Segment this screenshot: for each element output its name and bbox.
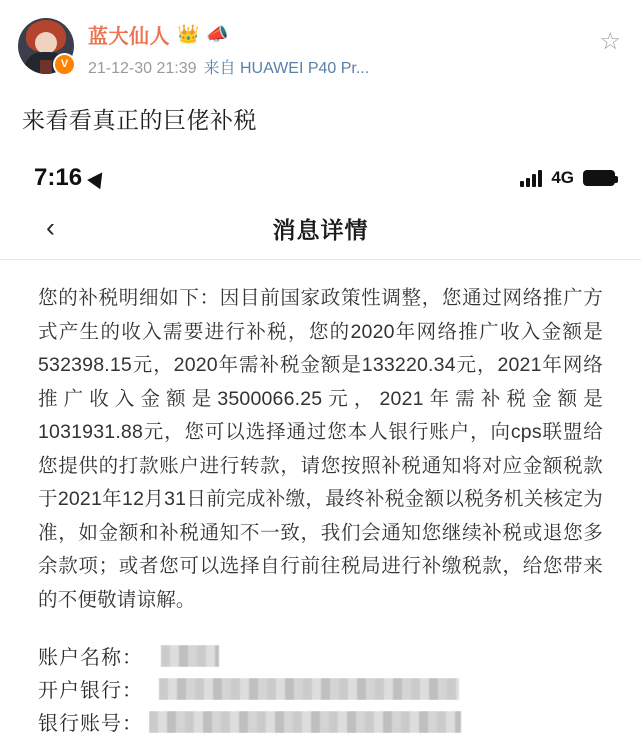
bank-account-label: 银行账号： bbox=[38, 713, 143, 736]
account-name-label: 账户名称： bbox=[38, 647, 143, 670]
name-row bbox=[88, 20, 369, 48]
post-timestamp: 21-12-30 21:39 bbox=[88, 60, 197, 77]
avatar-face bbox=[35, 32, 57, 54]
verified-badge-icon: V bbox=[53, 53, 76, 76]
bank-account-value bbox=[149, 711, 603, 733]
status-time: 7:16 bbox=[34, 164, 83, 191]
post-header bbox=[0, 0, 641, 78]
account-info-block bbox=[0, 639, 641, 738]
post-submeta bbox=[88, 55, 369, 78]
redaction-mosaic bbox=[149, 711, 461, 733]
battery-full-icon bbox=[583, 170, 615, 186]
avatar[interactable] bbox=[18, 18, 74, 74]
list-item bbox=[38, 639, 603, 672]
list-item bbox=[38, 672, 603, 705]
status-bar-right bbox=[520, 168, 615, 188]
megaphone-icon[interactable]: 📣 bbox=[206, 24, 229, 44]
list-item bbox=[38, 705, 603, 738]
favorite-star-icon[interactable]: ☆ bbox=[599, 28, 621, 55]
bank-name-value bbox=[149, 678, 603, 700]
post-meta bbox=[88, 18, 369, 78]
notice-body bbox=[0, 260, 641, 617]
back-icon[interactable]: ‹ bbox=[46, 212, 55, 243]
nav-bar bbox=[0, 197, 641, 260]
username[interactable]: 蓝大仙人 bbox=[88, 25, 170, 48]
account-name-value bbox=[149, 645, 603, 667]
bank-name-label: 开户银行： bbox=[38, 680, 143, 703]
page-title: 消息详情 bbox=[272, 216, 369, 243]
status-bar bbox=[0, 157, 641, 197]
embedded-screenshot bbox=[0, 157, 641, 738]
status-bar-left bbox=[34, 164, 106, 192]
location-arrow-icon bbox=[87, 167, 109, 188]
signal-bars-icon bbox=[520, 170, 542, 187]
redaction-mosaic bbox=[159, 678, 459, 700]
post-text: 来看看真正的巨佬补税 bbox=[22, 107, 257, 133]
avatar-collar bbox=[40, 60, 52, 74]
network-label: 4G bbox=[551, 168, 574, 187]
redaction-mosaic bbox=[161, 645, 219, 667]
notice-text: 您的补税明细如下：因目前国家政策性调整，您通过网络推广方式产生的收入需要进行补税，您的2020年网络推广收入金额是532398.15元，2020年需补税金额是133220.34元，2021年网络推广收入金额是3500066.25元，2021年需补税金额是1031931.88元，您可以选择通过您本人银行账户，向cps联盟给您提供的打款账户进行转款，请您按照补税通知将对应金额税款于2021年12月31日前完成补缴，最终补税金额以税务机关核定为准，如金额和补税通知不一致，我们会通知您继续补税或退您多余款项；或者您可以选择自行前往税局进行补缴税款，给您带来的不便敬请谅解。 bbox=[38, 287, 603, 611]
crown-icon[interactable]: 👑 bbox=[177, 24, 200, 44]
post-source[interactable]: 来自 HUAWEI P40 Pr... bbox=[203, 60, 370, 77]
